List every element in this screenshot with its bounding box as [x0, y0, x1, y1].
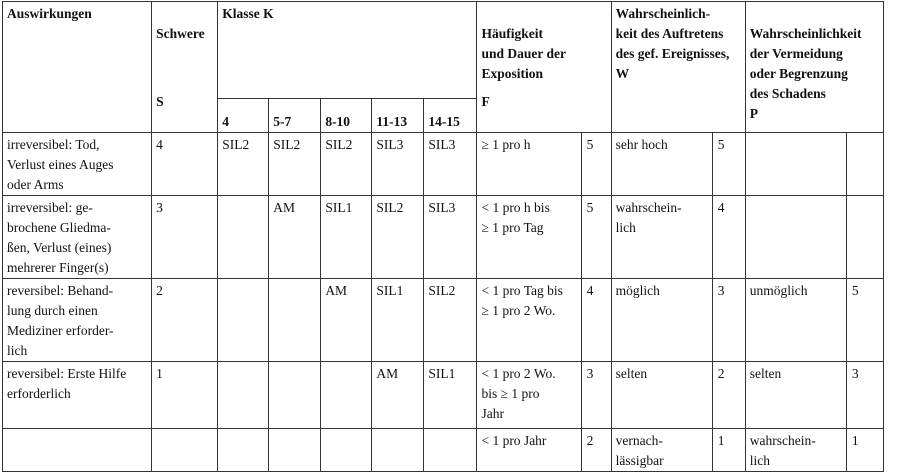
header-haeufigkeit	[477, 2, 611, 133]
cell-f-text: < 1 pro 2 Wo. bis ≥ 1 pro Jahr	[477, 362, 581, 429]
cell-k	[269, 279, 321, 362]
table-row	[3, 196, 884, 279]
cell-p-value	[846, 196, 883, 279]
cell-auswirkung	[3, 429, 152, 472]
table-row	[3, 362, 884, 429]
cell-schwere: 1	[152, 362, 218, 429]
cell-p-text: unmöglich	[745, 279, 846, 362]
header-vermeidung-letter: P	[749, 106, 758, 121]
cell-w-value: 3	[712, 279, 745, 362]
cell-k	[218, 196, 269, 279]
cell-f-value: 3	[581, 362, 611, 429]
cell-w-value: 4	[712, 196, 745, 279]
cell-p-value	[846, 133, 883, 196]
cell-k: SIL2	[269, 133, 321, 196]
cell-p-text: wahrschein- lich	[745, 429, 846, 472]
cell-k	[321, 362, 372, 429]
table-row	[3, 133, 884, 196]
cell-f-text: < 1 pro Tag bis ≥ 1 pro 2 Wo.	[477, 279, 581, 362]
cell-f-text: < 1 pro Jahr	[477, 429, 581, 472]
cell-k: SIL3	[424, 133, 477, 196]
risk-graph-table	[2, 1, 884, 472]
cell-f-value: 5	[581, 196, 611, 279]
header-vermeidung-label: Wahrscheinlichkeit der Vermeidung oder Begrenzung des Schadens	[749, 26, 862, 101]
cell-k	[269, 429, 321, 472]
cell-p-value: 1	[846, 429, 883, 472]
cell-k: AM	[321, 279, 372, 362]
cell-w-value: 1	[712, 429, 745, 472]
cell-k: SIL3	[372, 133, 424, 196]
header-klasse: Klasse K	[218, 2, 477, 99]
cell-f-value: 4	[581, 279, 611, 362]
header-schwere-letter: S	[156, 94, 164, 109]
cell-k: SIL2	[218, 133, 269, 196]
cell-k: SIL1	[424, 362, 477, 429]
cell-k	[321, 429, 372, 472]
klasse-col-4: 4	[218, 99, 269, 133]
cell-k: AM	[372, 362, 424, 429]
cell-auswirkung: irreversibel: Tod, Verlust eines Auges oder Arms	[3, 133, 152, 196]
cell-auswirkung: irreversibel: ge- brochene Gliedma- ßen, Verlust (eines) mehrerer Finger(s)	[3, 196, 152, 279]
cell-p-text: selten	[745, 362, 846, 429]
klasse-col-11-13: 11-13	[372, 99, 424, 133]
cell-w-text: möglich	[611, 279, 712, 362]
cell-k: SIL2	[424, 279, 477, 362]
cell-f-value: 2	[581, 429, 611, 472]
table-row	[3, 279, 884, 362]
cell-w-value: 2	[712, 362, 745, 429]
cell-schwere	[152, 429, 218, 472]
cell-w-text: sehr hoch	[611, 133, 712, 196]
cell-k	[218, 362, 269, 429]
cell-p-value: 3	[846, 362, 883, 429]
cell-k	[269, 362, 321, 429]
header-schwere	[152, 2, 218, 133]
cell-p-value: 5	[846, 279, 883, 362]
cell-schwere: 4	[152, 133, 218, 196]
cell-k	[424, 429, 477, 472]
cell-f-text: < 1 pro h bis ≥ 1 pro Tag	[477, 196, 581, 279]
cell-k: AM	[269, 196, 321, 279]
cell-auswirkung: reversibel: Behand- lung durch einen Mediziner erforder- lich	[3, 279, 152, 362]
cell-k: SIL2	[372, 196, 424, 279]
cell-p-text	[745, 133, 846, 196]
header-auswirkungen: Auswirkungen	[3, 2, 152, 133]
klasse-col-14-15: 14-15	[424, 99, 477, 133]
cell-f-value: 5	[581, 133, 611, 196]
cell-auswirkung: reversibel: Erste Hilfe erforderlich	[3, 362, 152, 429]
cell-k: SIL1	[372, 279, 424, 362]
cell-k: SIL1	[321, 196, 372, 279]
cell-k	[218, 279, 269, 362]
cell-w-text: vernach- lässigbar	[611, 429, 712, 472]
header-vermeidung	[745, 2, 883, 133]
cell-k	[372, 429, 424, 472]
klasse-col-8-10: 8-10	[321, 99, 372, 133]
cell-w-text: selten	[611, 362, 712, 429]
header-wahrscheinlichkeit-auftreten: Wahrscheinlich- keit des Auftretens des gef. Ereignisses, W	[611, 2, 745, 133]
header-haeufigkeit-letter: F	[481, 94, 490, 109]
cell-schwere: 2	[152, 279, 218, 362]
header-schwere-label: Schwere	[156, 26, 205, 41]
header-haeufigkeit-label: Häufigkeit und Dauer der Exposition	[481, 26, 566, 81]
table-row	[3, 429, 884, 472]
cell-k: SIL3	[424, 196, 477, 279]
cell-schwere: 3	[152, 196, 218, 279]
cell-w-value: 5	[712, 133, 745, 196]
cell-k	[218, 429, 269, 472]
cell-k: SIL2	[321, 133, 372, 196]
cell-f-text: ≥ 1 pro h	[477, 133, 581, 196]
cell-w-text: wahrschein- lich	[611, 196, 712, 279]
klasse-col-5-7: 5-7	[269, 99, 321, 133]
cell-p-text	[745, 196, 846, 279]
